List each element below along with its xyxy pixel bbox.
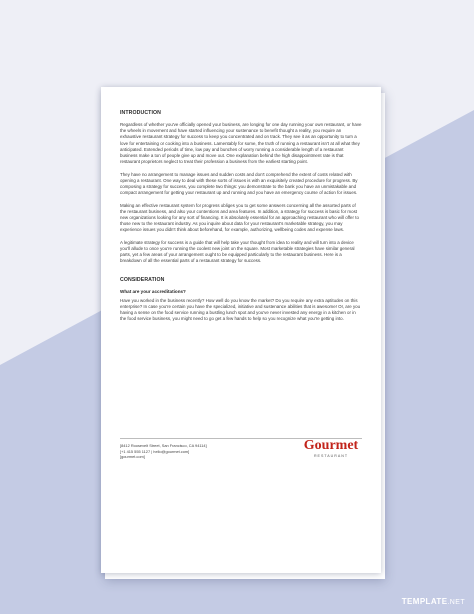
watermark-brand: TEMPLATE [401,597,448,606]
logo-name: Gourmet [303,438,359,453]
gourmet-logo [296,439,366,458]
document-body [120,110,362,329]
logo-tagline: RESTAURANT [313,454,349,458]
consideration-paragraph: Have you worked in the business recently? How well do you know the market? Do you require any extra aptitudes on this enterprise? In case you're certain you have the specialized, initiative and sustenance abilities that is awesome! Or, are you having a sense on the food service running a bustling lunch spot and you've never invested any energy in a kitchen or in the food service business, you might need to go get a few hands to help so you recognize what you're getting into. [120,297,361,322]
question-subheading: What are your accreditations? [120,288,186,294]
consideration-heading: CONSIDERATION [120,276,165,283]
intro-paragraph-3: Making an effective restaurant system for progress obliges you to get some answers concerning all the assorted parts of the restaurant business, and also your contentions and area features. In addition, a strategy for success is basic for most new organizations looking for any sort of financing. It is absolutely essential for an approaching restaurant who will offer to those new to the restaurant industry. As you inquire about data for your restaurant's marketable strategy, you may experience issues you didn't think about beforehand, for example, authorizing, wellbeing codes and expense laws. [120,202,359,233]
footer-contact-info: [+1 415 555 1127 | hello@gourmet.com] [120,448,190,454]
footer-website: [gourmet.com] [120,454,145,460]
footer-address: [8412 Roosevelt Street, San Francisco, CA 94114] [120,443,207,448]
intro-paragraph-2: They have no arrangement to manage issues and sudden costs and don't comprehend the extent of costs related with opening a restaurant. One way to deal with these sorts of issues is with an exquisitely created procedure for progress. By composing a strategy for success, you complete two things: you demonstrate to the bank you have an unmistakable and compact arrangement for getting your restaurant up and running and you have an emergency course of action for issues. [120,171,358,196]
document-page [101,87,381,573]
template-net-watermark [402,597,465,606]
introduction-heading: INTRODUCTION [120,110,161,116]
footer-contact [120,443,240,460]
intro-paragraph-4: A legitimate strategy for success is a guide that will help take your thought from idea to reality and will turn into a device you'll allude to once you're running the coolest new joint on the square. Most marketable strategies have similar general parts, yet a few areas of your arrangement ought to be equipped particularly to the restaurant business. Here is a breakdown of all the essential parts of a restaurant strategy for success. [120,239,355,264]
watermark-suffix: .NET [447,599,465,606]
intro-paragraph-1: Regardless of whether you've officially opened your business, are longing for one day running your own restaurant, or have the wheels in movement and have started influencing your sustenance to benefit thought a reality, you require an exhaustive restaurant strategy for success to keep you concentrated and on track. They see it as an opportunity to turn a love for entertaining or cooking into a business. Lamentably for some, the truth of running a restaurant isn't at all what they anticipated. Extended periods of time, low pay and bunches of worry running a considerable length of a restaurant business make a ton of people give up and move out. One explanation behind the high disappointment rate is that restaurant proprietors neglect to treat their profession a business from the earliest starting point. [120,122,362,165]
